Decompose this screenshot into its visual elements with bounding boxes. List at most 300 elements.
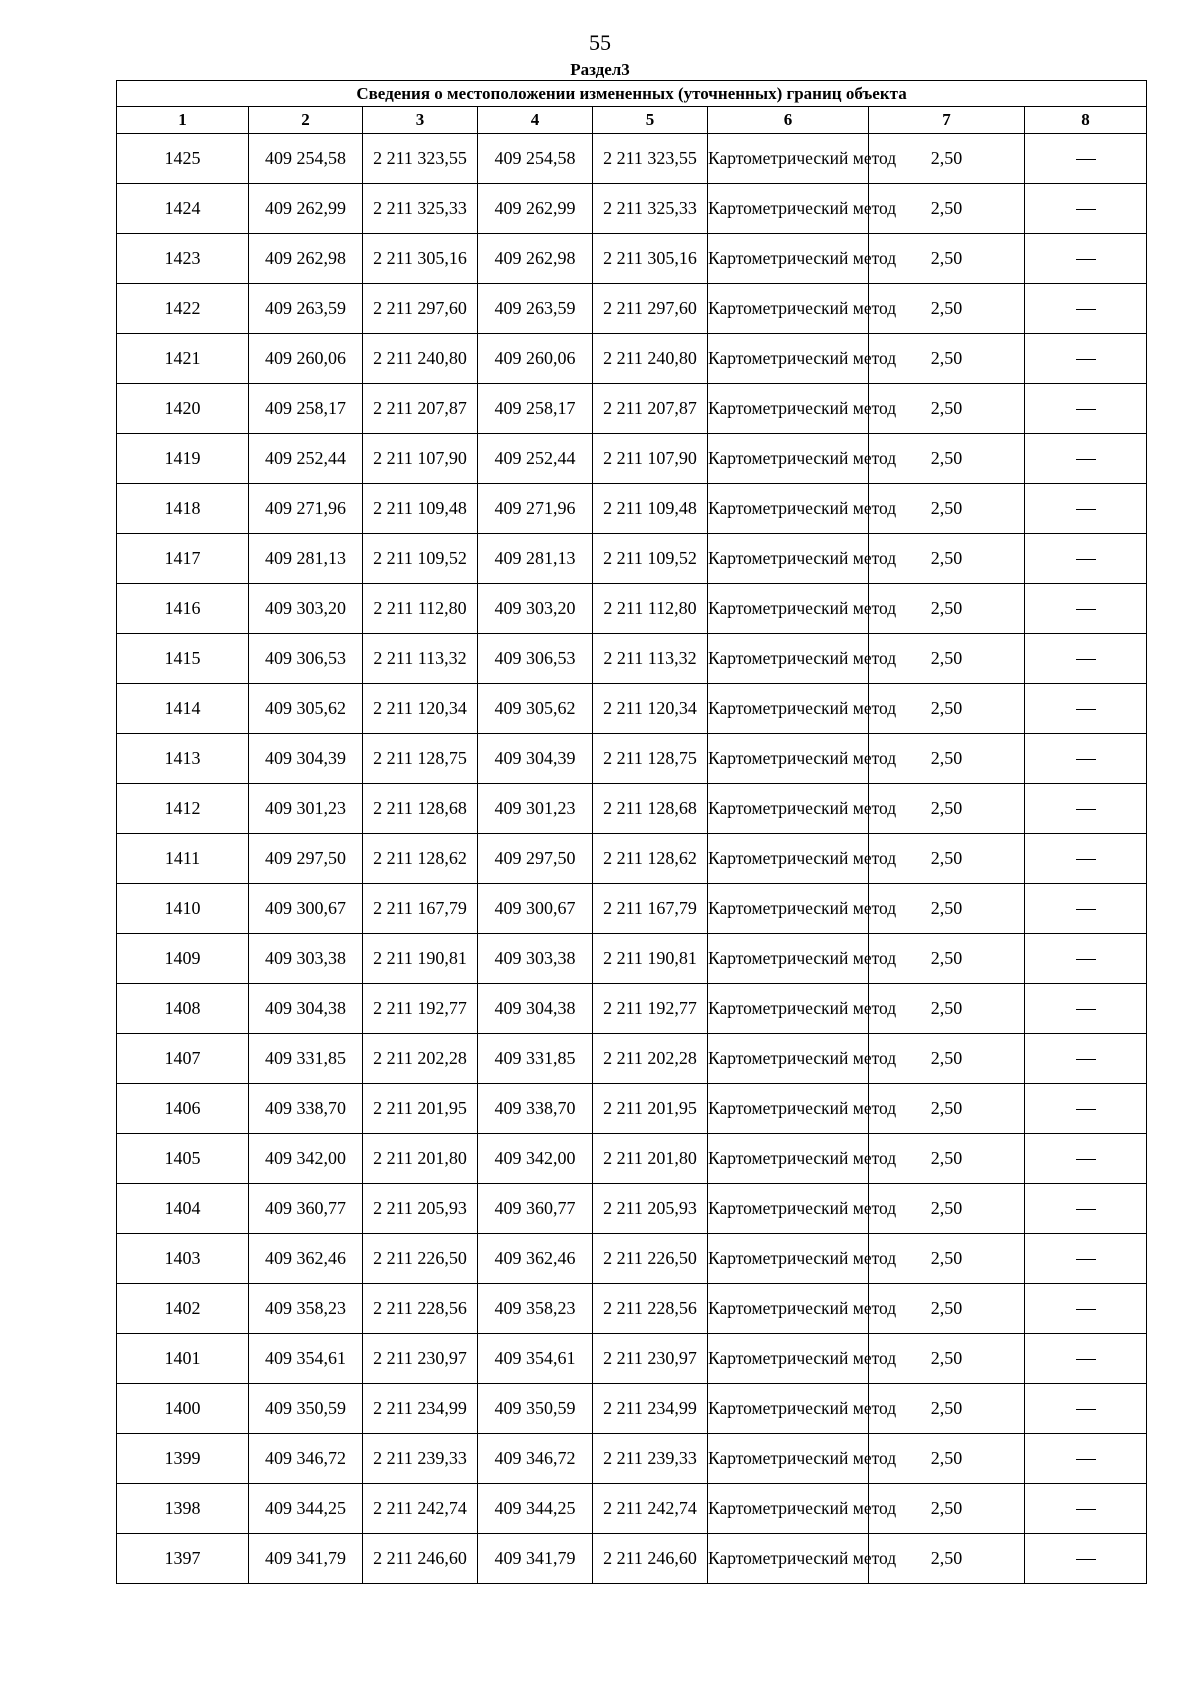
table-cell: 2 211 246,60: [593, 1534, 708, 1584]
table-caption-row: [117, 81, 1147, 107]
method-cell: Картометрический метод: [708, 234, 869, 284]
method-cell: Картометрический метод: [708, 884, 869, 934]
dash-mark: [1076, 809, 1096, 810]
table-cell: 2 211 242,74: [593, 1484, 708, 1534]
table-row: [117, 1534, 1147, 1584]
dash-mark: [1076, 509, 1096, 510]
table-row: [117, 184, 1147, 234]
table-row: [117, 1284, 1147, 1334]
table-cell: 2,50: [869, 534, 1025, 584]
table-cell: 409 305,62: [249, 684, 363, 734]
column-number-3: 3: [363, 107, 478, 134]
table-cell: 2 211 113,32: [363, 634, 478, 684]
column-number-4: 4: [478, 107, 593, 134]
table-cell: 2,50: [869, 484, 1025, 534]
table-cell: 2 211 112,80: [593, 584, 708, 634]
table-cell: 1408: [117, 984, 249, 1034]
empty-value-cell: [1025, 1434, 1147, 1484]
table-cell: 2 211 109,52: [593, 534, 708, 584]
dash-mark: [1076, 1109, 1096, 1110]
table-cell: 409 252,44: [478, 434, 593, 484]
table-cell: 2,50: [869, 984, 1025, 1034]
table-caption: Сведения о местоположении измененных (уточненных) границ объекта: [117, 81, 1147, 107]
empty-value-cell: [1025, 834, 1147, 884]
dash-mark: [1076, 209, 1096, 210]
empty-value-cell: [1025, 384, 1147, 434]
dash-mark: [1076, 1159, 1096, 1160]
table-row: [117, 1034, 1147, 1084]
table-cell: 2,50: [869, 1334, 1025, 1384]
table-cell: 1406: [117, 1084, 249, 1134]
table-cell: 2,50: [869, 1084, 1025, 1134]
empty-value-cell: [1025, 934, 1147, 984]
table-cell: 2 211 230,97: [363, 1334, 478, 1384]
table-cell: 2 211 205,93: [363, 1184, 478, 1234]
dash-mark: [1076, 459, 1096, 460]
table-cell: 409 344,25: [249, 1484, 363, 1534]
dash-mark: [1076, 409, 1096, 410]
method-cell: Картометрический метод: [708, 1234, 869, 1284]
table-row: [117, 1184, 1147, 1234]
empty-value-cell: [1025, 634, 1147, 684]
empty-value-cell: [1025, 1334, 1147, 1384]
table-cell: 2 211 109,48: [593, 484, 708, 534]
table-cell: 409 281,13: [249, 534, 363, 584]
empty-value-cell: [1025, 134, 1147, 184]
table-cell: 2,50: [869, 884, 1025, 934]
table-cell: 2 211 226,50: [593, 1234, 708, 1284]
method-cell: Картометрический метод: [708, 1084, 869, 1134]
table-cell: 1417: [117, 534, 249, 584]
dash-mark: [1076, 1009, 1096, 1010]
table-row: [117, 1084, 1147, 1134]
table-cell: 409 260,06: [249, 334, 363, 384]
empty-value-cell: [1025, 1484, 1147, 1534]
method-cell: Картометрический метод: [708, 1384, 869, 1434]
table-cell: 409 258,17: [249, 384, 363, 434]
table-cell: 409 346,72: [478, 1434, 593, 1484]
table-cell: 2,50: [869, 1234, 1025, 1284]
table-cell: 409 263,59: [478, 284, 593, 334]
table-cell: 1409: [117, 934, 249, 984]
table-cell: 2 211 128,62: [363, 834, 478, 884]
table-cell: 409 338,70: [478, 1084, 593, 1134]
table-cell: 1419: [117, 434, 249, 484]
column-number-6: 6: [708, 107, 869, 134]
table-cell: 1421: [117, 334, 249, 384]
section-title: Раздел3: [570, 60, 630, 79]
dash-mark: [1076, 309, 1096, 310]
table-cell: 409 258,17: [478, 384, 593, 434]
empty-value-cell: [1025, 234, 1147, 284]
dash-mark: [1076, 259, 1096, 260]
empty-value-cell: [1025, 1284, 1147, 1334]
empty-value-cell: [1025, 784, 1147, 834]
method-cell: Картометрический метод: [708, 584, 869, 634]
method-cell: Картометрический метод: [708, 984, 869, 1034]
column-number-7: 7: [869, 107, 1025, 134]
table-cell: 409 262,98: [249, 234, 363, 284]
table-row: [117, 134, 1147, 184]
table-cell: 409 303,38: [249, 934, 363, 984]
table-cell: 1416: [117, 584, 249, 634]
table-row: [117, 1484, 1147, 1534]
table-cell: 409 304,39: [249, 734, 363, 784]
table-cell: 409 301,23: [249, 784, 363, 834]
table-cell: 2,50: [869, 234, 1025, 284]
table-cell: 409 281,13: [478, 534, 593, 584]
table-cell: 2 211 323,55: [363, 134, 478, 184]
method-cell: Картометрический метод: [708, 934, 869, 984]
table-row: [117, 934, 1147, 984]
dash-mark: [1076, 559, 1096, 560]
dash-mark: [1076, 1259, 1096, 1260]
table-row: [117, 1334, 1147, 1384]
table-cell: 409 344,25: [478, 1484, 593, 1534]
table-row: [117, 1434, 1147, 1484]
table-cell: 2,50: [869, 434, 1025, 484]
table-cell: 409 346,72: [249, 1434, 363, 1484]
table-cell: 1424: [117, 184, 249, 234]
method-cell: Картометрический метод: [708, 684, 869, 734]
table-cell: 409 262,99: [478, 184, 593, 234]
table-cell: 2 211 226,50: [363, 1234, 478, 1284]
table-cell: 2 211 167,79: [593, 884, 708, 934]
empty-value-cell: [1025, 434, 1147, 484]
table-cell: 1413: [117, 734, 249, 784]
table-cell: 409 342,00: [478, 1134, 593, 1184]
dash-mark: [1076, 159, 1096, 160]
table-row: [117, 234, 1147, 284]
table-cell: 2 211 113,32: [593, 634, 708, 684]
method-cell: Картометрический метод: [708, 1334, 869, 1384]
table-cell: 2 211 325,33: [363, 184, 478, 234]
coordinates-table: [116, 80, 1147, 1584]
table-cell: 2 211 167,79: [363, 884, 478, 934]
table-cell: 2 211 228,56: [593, 1284, 708, 1334]
table-cell: 1415: [117, 634, 249, 684]
empty-value-cell: [1025, 584, 1147, 634]
empty-value-cell: [1025, 334, 1147, 384]
table-row: [117, 1384, 1147, 1434]
table-cell: 2,50: [869, 934, 1025, 984]
table-cell: 2 211 109,52: [363, 534, 478, 584]
table-cell: 2 211 239,33: [363, 1434, 478, 1484]
method-cell: Картометрический метод: [708, 334, 869, 384]
table-cell: 409 305,62: [478, 684, 593, 734]
table-cell: 409 360,77: [249, 1184, 363, 1234]
table-cell: 1403: [117, 1234, 249, 1284]
table-cell: 409 341,79: [249, 1534, 363, 1584]
dash-mark: [1076, 859, 1096, 860]
method-cell: Картометрический метод: [708, 1034, 869, 1084]
dash-mark: [1076, 1209, 1096, 1210]
table-cell: 2,50: [869, 384, 1025, 434]
table-cell: 2 211 128,75: [593, 734, 708, 784]
method-cell: Картометрический метод: [708, 1434, 869, 1484]
method-cell: Картометрический метод: [708, 1484, 869, 1534]
table-cell: 1420: [117, 384, 249, 434]
method-cell: Картометрический метод: [708, 184, 869, 234]
table-cell: 2 211 201,95: [363, 1084, 478, 1134]
column-number-8: 8: [1025, 107, 1147, 134]
table-cell: 409 358,23: [249, 1284, 363, 1334]
table-cell: 2 211 107,90: [593, 434, 708, 484]
table-cell: 2 211 246,60: [363, 1534, 478, 1584]
table-row: [117, 434, 1147, 484]
table-cell: 2 211 120,34: [593, 684, 708, 734]
dash-mark: [1076, 709, 1096, 710]
table-row: [117, 334, 1147, 384]
table-cell: 2 211 239,33: [593, 1434, 708, 1484]
table-cell: 2 211 207,87: [363, 384, 478, 434]
table-row: [117, 834, 1147, 884]
table-cell: 409 303,20: [249, 584, 363, 634]
dash-mark: [1076, 1409, 1096, 1410]
table-cell: 1412: [117, 784, 249, 834]
table-cell: 2 211 228,56: [363, 1284, 478, 1334]
empty-value-cell: [1025, 1134, 1147, 1184]
table-cell: 2,50: [869, 1034, 1025, 1084]
table-cell: 2 211 297,60: [363, 284, 478, 334]
table-cell: 409 271,96: [249, 484, 363, 534]
method-cell: Картометрический метод: [708, 1134, 869, 1184]
table-cell: 409 303,20: [478, 584, 593, 634]
column-number-1: 1: [117, 107, 249, 134]
table-row: [117, 584, 1147, 634]
table-cell: 409 354,61: [249, 1334, 363, 1384]
table-cell: 2 211 240,80: [363, 334, 478, 384]
table-cell: 1422: [117, 284, 249, 334]
table-row: [117, 1234, 1147, 1284]
table-cell: 409 252,44: [249, 434, 363, 484]
table-cell: 2 211 240,80: [593, 334, 708, 384]
table-cell: 2 211 192,77: [363, 984, 478, 1034]
method-cell: Картометрический метод: [708, 384, 869, 434]
dash-mark: [1076, 909, 1096, 910]
table-cell: 409 362,46: [478, 1234, 593, 1284]
table-cell: 1407: [117, 1034, 249, 1084]
table-cell: 2,50: [869, 1484, 1025, 1534]
empty-value-cell: [1025, 484, 1147, 534]
table-cell: 409 331,85: [249, 1034, 363, 1084]
table-cell: 2,50: [869, 184, 1025, 234]
method-cell: Картометрический метод: [708, 784, 869, 834]
table-cell: 1401: [117, 1334, 249, 1384]
method-cell: Картометрический метод: [708, 1284, 869, 1334]
method-cell: Картометрический метод: [708, 434, 869, 484]
table-row: [117, 534, 1147, 584]
table-cell: 409 304,38: [478, 984, 593, 1034]
table-cell: 1423: [117, 234, 249, 284]
table-cell: 409 354,61: [478, 1334, 593, 1384]
table-cell: 2 211 325,33: [593, 184, 708, 234]
empty-value-cell: [1025, 684, 1147, 734]
table-cell: 2,50: [869, 1284, 1025, 1334]
page-number: 55: [589, 30, 611, 55]
table-cell: 2 211 305,16: [363, 234, 478, 284]
table-cell: 2 211 190,81: [593, 934, 708, 984]
table-cell: 1418: [117, 484, 249, 534]
table-cell: 409 303,38: [478, 934, 593, 984]
table-cell: 2 211 234,99: [363, 1384, 478, 1434]
table-cell: 1425: [117, 134, 249, 184]
table-cell: 409 304,39: [478, 734, 593, 784]
table-cell: 409 262,98: [478, 234, 593, 284]
table-cell: 2 211 305,16: [593, 234, 708, 284]
table-cell: 2 211 192,77: [593, 984, 708, 1034]
table-cell: 1414: [117, 684, 249, 734]
table-row: [117, 734, 1147, 784]
table-row: [117, 284, 1147, 334]
dash-mark: [1076, 959, 1096, 960]
table-cell: 409 262,99: [249, 184, 363, 234]
empty-value-cell: [1025, 984, 1147, 1034]
method-cell: Картометрический метод: [708, 1534, 869, 1584]
table-cell: 409 263,59: [249, 284, 363, 334]
table-cell: 2 211 242,74: [363, 1484, 478, 1534]
table-cell: 2,50: [869, 1434, 1025, 1484]
table-cell: 2,50: [869, 1184, 1025, 1234]
table-cell: 2 211 128,75: [363, 734, 478, 784]
table-cell: 409 331,85: [478, 1034, 593, 1084]
table-cell: 409 304,38: [249, 984, 363, 1034]
table-cell: 2,50: [869, 784, 1025, 834]
empty-value-cell: [1025, 1034, 1147, 1084]
table-cell: 409 260,06: [478, 334, 593, 384]
empty-value-cell: [1025, 284, 1147, 334]
table-cell: 2,50: [869, 584, 1025, 634]
table-cell: 2,50: [869, 134, 1025, 184]
table-cell: 2 211 128,68: [363, 784, 478, 834]
empty-value-cell: [1025, 534, 1147, 584]
table-cell: 2,50: [869, 834, 1025, 884]
table-cell: 2 211 207,87: [593, 384, 708, 434]
table-cell: 409 360,77: [478, 1184, 593, 1234]
table-cell: 409 306,53: [249, 634, 363, 684]
method-cell: Картометрический метод: [708, 634, 869, 684]
empty-value-cell: [1025, 184, 1147, 234]
table-cell: 2 211 202,28: [593, 1034, 708, 1084]
table-cell: 2 211 120,34: [363, 684, 478, 734]
table-cell: 2,50: [869, 1134, 1025, 1184]
dash-mark: [1076, 1359, 1096, 1360]
table-cell: 2 211 112,80: [363, 584, 478, 634]
empty-value-cell: [1025, 1384, 1147, 1434]
table-cell: 2 211 202,28: [363, 1034, 478, 1084]
table-cell: 1400: [117, 1384, 249, 1434]
dash-mark: [1076, 1459, 1096, 1460]
method-cell: Картометрический метод: [708, 734, 869, 784]
dash-mark: [1076, 759, 1096, 760]
table-cell: 409 338,70: [249, 1084, 363, 1134]
table-cell: 2 211 205,93: [593, 1184, 708, 1234]
table-row: [117, 984, 1147, 1034]
empty-value-cell: [1025, 734, 1147, 784]
table-row: [117, 484, 1147, 534]
table-cell: 409 342,00: [249, 1134, 363, 1184]
table-cell: 2,50: [869, 334, 1025, 384]
table-cell: 409 301,23: [478, 784, 593, 834]
dash-mark: [1076, 609, 1096, 610]
table-cell: 1405: [117, 1134, 249, 1184]
empty-value-cell: [1025, 1534, 1147, 1584]
column-number-5: 5: [593, 107, 708, 134]
table-cell: 409 271,96: [478, 484, 593, 534]
table-cell: 409 300,67: [249, 884, 363, 934]
method-cell: Картометрический метод: [708, 284, 869, 334]
table-cell: 409 254,58: [249, 134, 363, 184]
column-number-2: 2: [249, 107, 363, 134]
table-cell: 2,50: [869, 734, 1025, 784]
table-cell: 1397: [117, 1534, 249, 1584]
table-cell: 2 211 190,81: [363, 934, 478, 984]
table-cell: 2 211 230,97: [593, 1334, 708, 1384]
table-cell: 409 341,79: [478, 1534, 593, 1584]
table-cell: 409 350,59: [478, 1384, 593, 1434]
empty-value-cell: [1025, 1084, 1147, 1134]
table-cell: 1411: [117, 834, 249, 884]
table-cell: 409 254,58: [478, 134, 593, 184]
table-cell: 2 211 323,55: [593, 134, 708, 184]
table-row: [117, 884, 1147, 934]
table-cell: 409 297,50: [478, 834, 593, 884]
method-cell: Картометрический метод: [708, 1184, 869, 1234]
table-row: [117, 684, 1147, 734]
table-cell: 2 211 109,48: [363, 484, 478, 534]
empty-value-cell: [1025, 1234, 1147, 1284]
table-cell: 2,50: [869, 1384, 1025, 1434]
dash-mark: [1076, 1559, 1096, 1560]
table-row: [117, 784, 1147, 834]
table-cell: 2,50: [869, 1534, 1025, 1584]
table-cell: 409 358,23: [478, 1284, 593, 1334]
method-cell: Картометрический метод: [708, 534, 869, 584]
table-cell: 2 211 107,90: [363, 434, 478, 484]
table-cell: 2 211 201,80: [593, 1134, 708, 1184]
table-cell: 409 362,46: [249, 1234, 363, 1284]
table-row: [117, 384, 1147, 434]
table-cell: 2 211 201,95: [593, 1084, 708, 1134]
table-cell: 2 211 234,99: [593, 1384, 708, 1434]
table-body: [117, 134, 1147, 1584]
dash-mark: [1076, 1509, 1096, 1510]
table-cell: 1399: [117, 1434, 249, 1484]
table-cell: 2 211 297,60: [593, 284, 708, 334]
table-row: [117, 1134, 1147, 1184]
dash-mark: [1076, 659, 1096, 660]
table-cell: 1402: [117, 1284, 249, 1334]
table-cell: 1404: [117, 1184, 249, 1234]
table-cell: 2,50: [869, 284, 1025, 334]
table-cell: 2 211 128,62: [593, 834, 708, 884]
table-cell: 409 297,50: [249, 834, 363, 884]
table-cell: 1398: [117, 1484, 249, 1534]
table-cell: 409 300,67: [478, 884, 593, 934]
table-cell: 2 211 201,80: [363, 1134, 478, 1184]
method-cell: Картометрический метод: [708, 134, 869, 184]
empty-value-cell: [1025, 1184, 1147, 1234]
table-row: [117, 634, 1147, 684]
table-cell: 2 211 128,68: [593, 784, 708, 834]
method-cell: Картометрический метод: [708, 834, 869, 884]
empty-value-cell: [1025, 884, 1147, 934]
table-cell: 409 306,53: [478, 634, 593, 684]
dash-mark: [1076, 1059, 1096, 1060]
table-cell: 1410: [117, 884, 249, 934]
dash-mark: [1076, 359, 1096, 360]
column-number-row: [117, 107, 1147, 134]
